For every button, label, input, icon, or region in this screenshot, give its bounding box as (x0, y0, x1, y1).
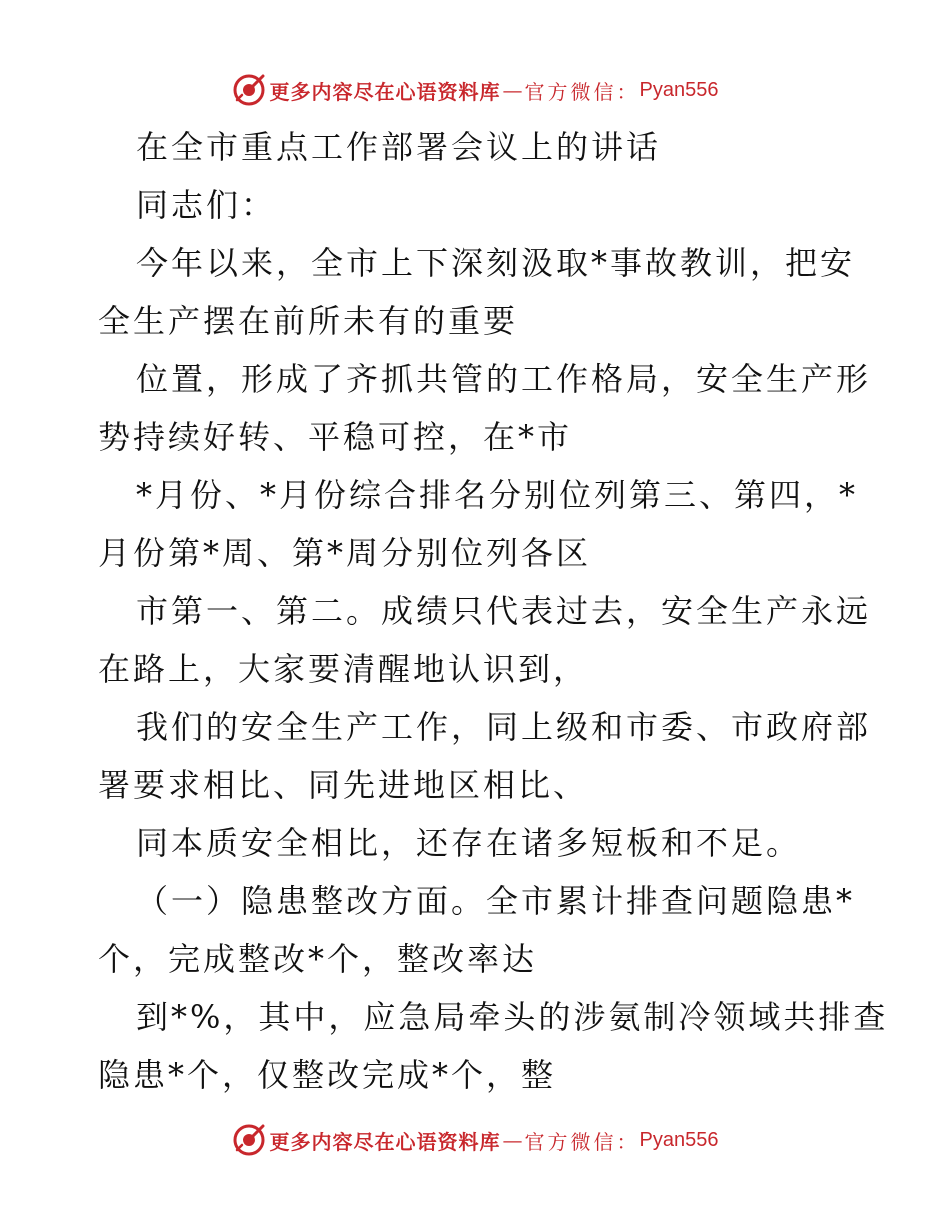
banner-dash: — (502, 78, 523, 102)
text-line: 同本质安全相比，还存在诸多短板和不足。 (136, 824, 802, 862)
text-line: （一）隐患整改方面。全市累计排查问题隐患* (136, 882, 856, 920)
text-line: 月份第*周、第*周分别位列各区 (98, 534, 592, 572)
document-body (98, 118, 889, 1104)
text-line: *月份、*月份综合排名分别位列第三、第四，* (136, 476, 859, 514)
banner-dash: — (502, 1128, 523, 1152)
text-line: 位置，形成了齐抓共管的工作格局，安全生产形 (136, 360, 872, 398)
text-line: 署要求相比、同先进地区相比、 (98, 766, 589, 804)
text-line: 个，完成整改*个，整改率达 (98, 940, 538, 978)
text-line: 市第一、第二。成绩只代表过去，安全生产永远 (136, 592, 872, 630)
banner-official-label: 官方微信： (524, 79, 640, 104)
banner-site-text: 更多内容尽在心语资料库 (269, 79, 501, 104)
text-line: 到*%，其中，应急局牵头的涉氨制冷领域共排查 (136, 998, 889, 1036)
text-line: 在路上，大家要清醒地认识到， (98, 650, 589, 688)
text-line: 同志们： (136, 186, 277, 224)
logo-icon (232, 73, 266, 107)
document-title: 在全市重点工作部署会议上的讲话 (136, 128, 662, 166)
text-line: 我们的安全生产工作，同上级和市委、市政府部 (136, 708, 872, 746)
logo-icon (232, 1123, 266, 1157)
text-line: 全生产摆在前所未有的重要 (98, 302, 519, 340)
text-line: 今年以来，全市上下深刻汲取*事故教训，把安 (136, 244, 856, 282)
text-line: 隐患*个，仅整改完成*个，整 (98, 1056, 557, 1094)
text-line: 势持续好转、平稳可控，在*市 (98, 418, 573, 456)
banner-site-text: 更多内容尽在心语资料库 (269, 1129, 501, 1154)
banner-wechat-id: Pyan556 (639, 78, 719, 101)
header-banner (0, 70, 950, 110)
banner-official-label: 官方微信： (524, 1129, 640, 1154)
footer-banner (0, 1120, 950, 1160)
banner-wechat-id: Pyan556 (639, 1128, 719, 1151)
